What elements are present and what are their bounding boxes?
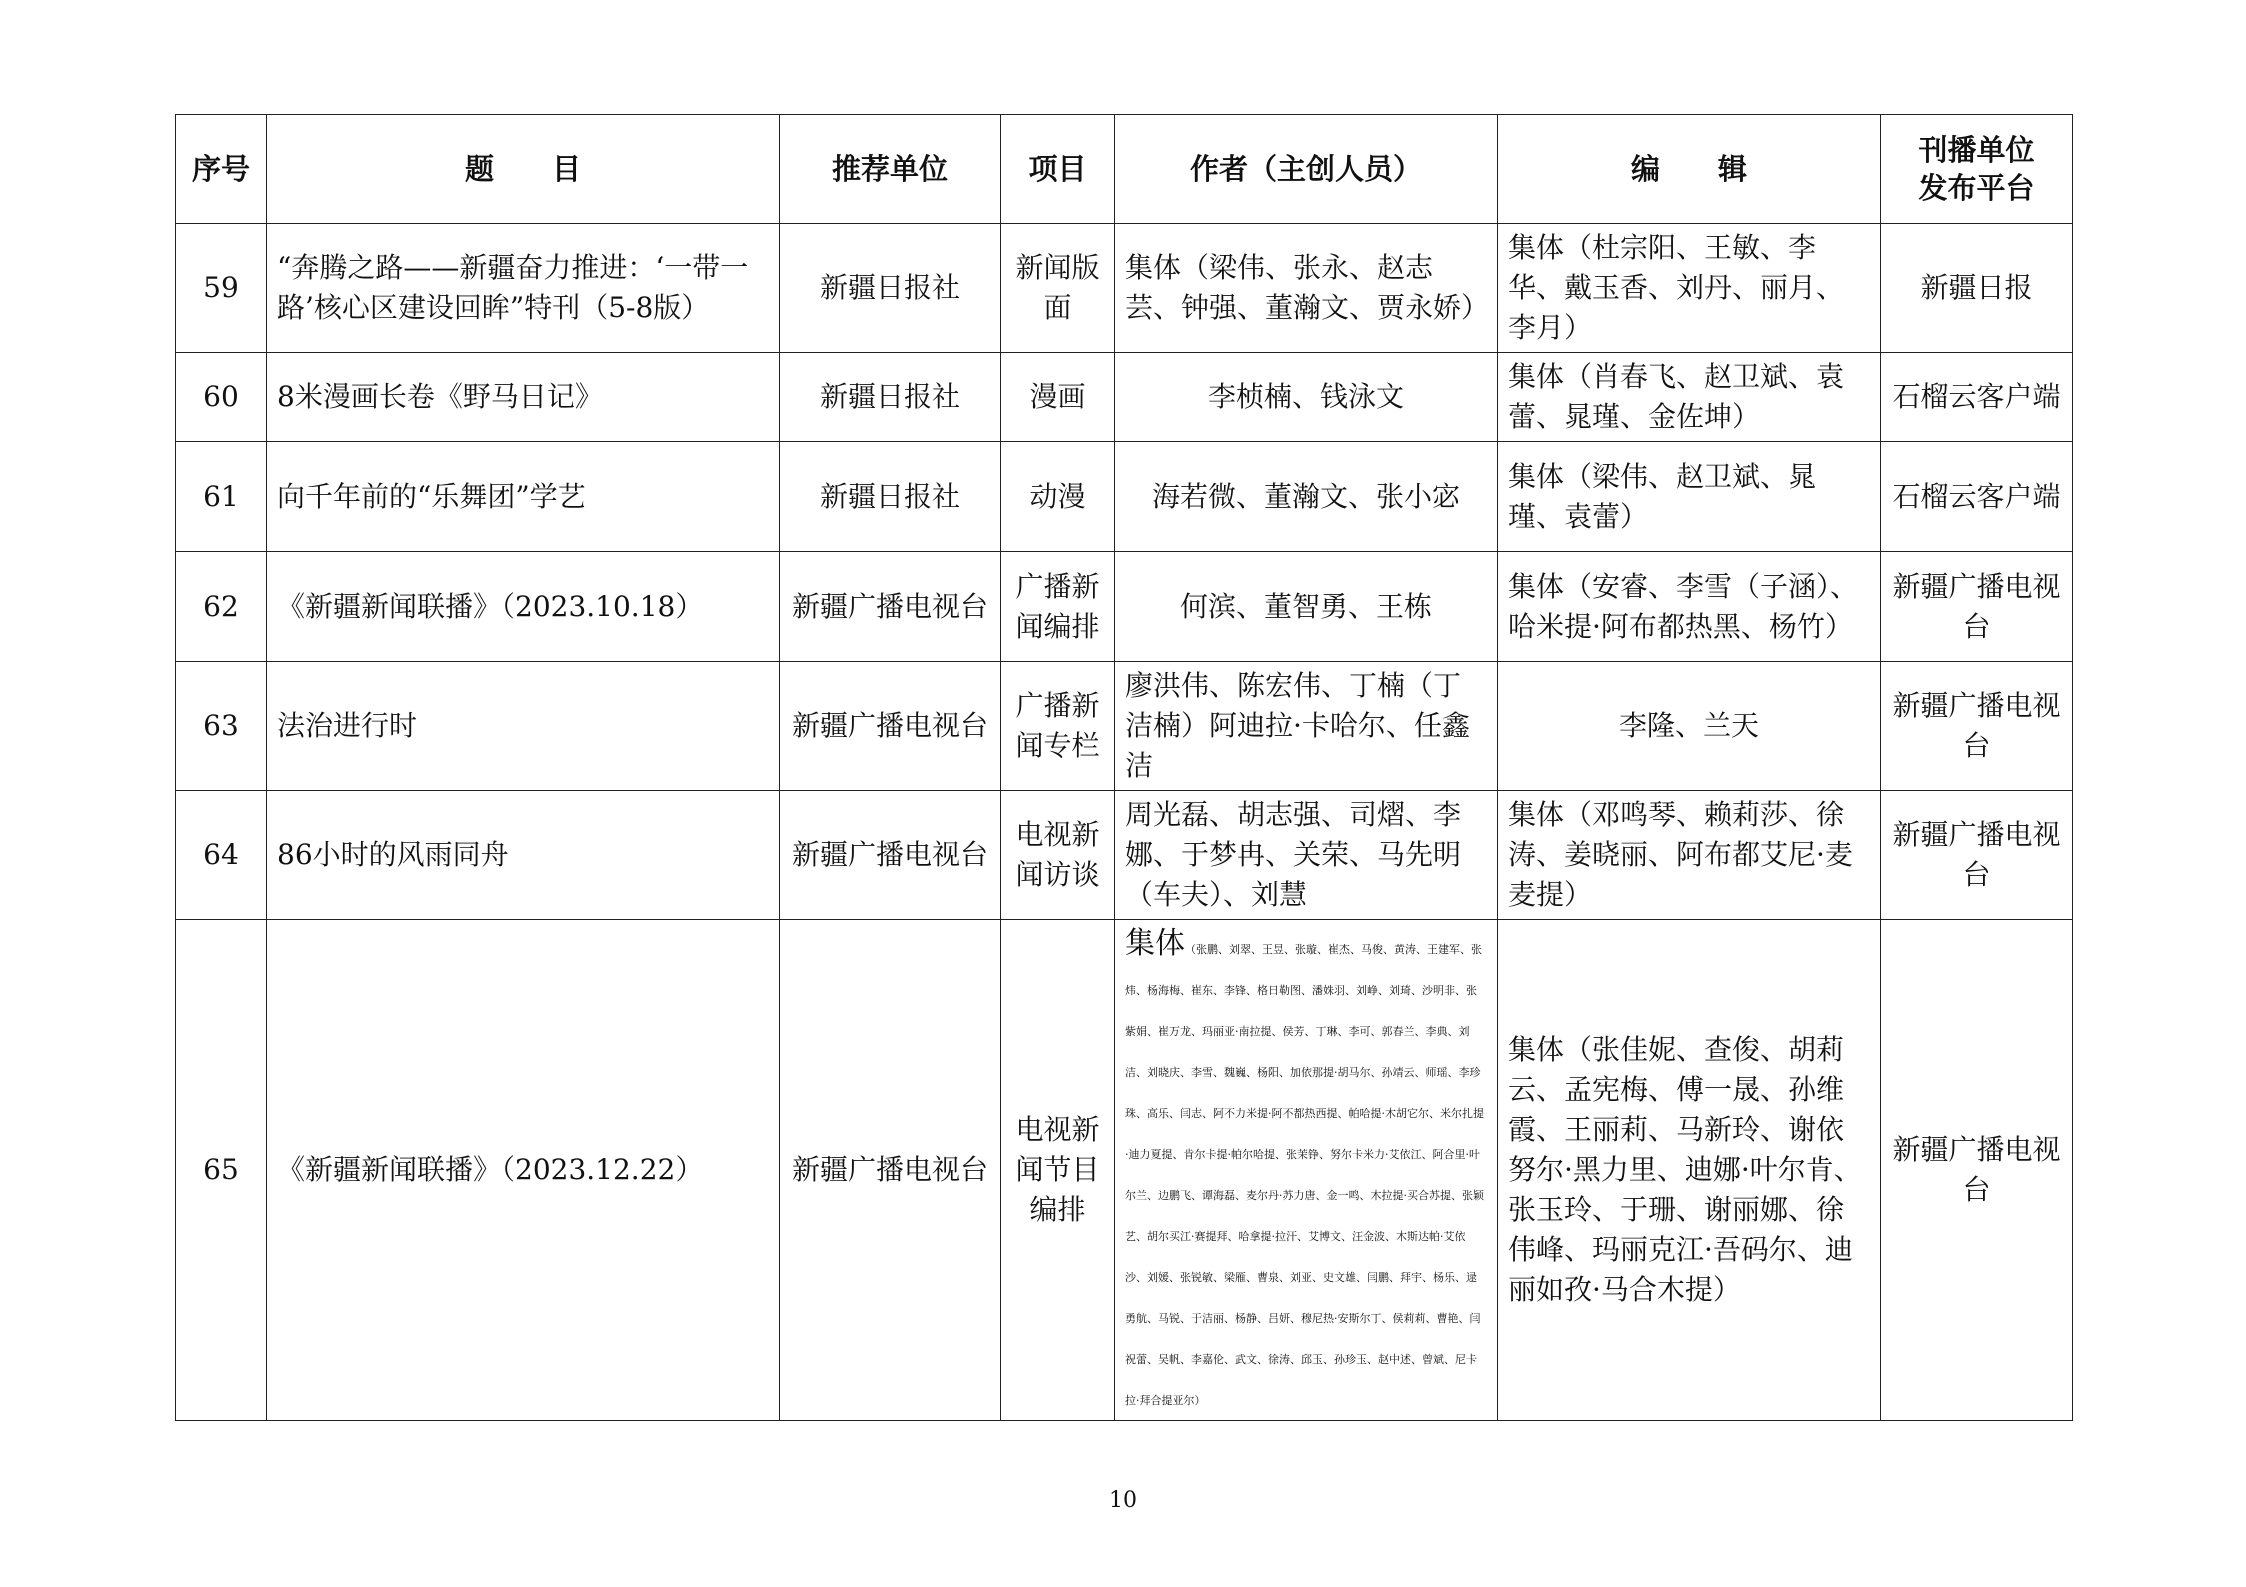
row-author	[1115, 920, 1498, 1421]
row-item: 漫画	[1001, 353, 1115, 442]
row-platform: 石榴云客户端	[1881, 353, 2073, 442]
row-author: 何滨、董智勇、王栋	[1115, 552, 1498, 662]
row-no: 64	[176, 791, 267, 920]
table-row	[176, 920, 2073, 1421]
row-item: 电视新闻节目编排	[1001, 920, 1115, 1421]
row-unit: 新疆广播电视台	[780, 791, 1001, 920]
row-editor: 集体（肖春飞、赵卫斌、袁蕾、晁瑾、金佐坤）	[1498, 353, 1881, 442]
row-unit: 新疆广播电视台	[780, 552, 1001, 662]
row-author: 李桢楠、钱泳文	[1115, 353, 1498, 442]
row-no: 61	[176, 442, 267, 552]
author-collective-label: 集体	[1125, 926, 1185, 961]
row-title: 向千年前的“乐舞团”学艺	[267, 442, 780, 552]
row-item: 电视新闻访谈	[1001, 791, 1115, 920]
row-title: 8米漫画长卷《野马日记》	[267, 353, 780, 442]
row-platform: 新疆广播电视台	[1881, 552, 2073, 662]
header-item: 项目	[1001, 115, 1115, 224]
header-editor: 编 辑	[1498, 115, 1881, 224]
row-no: 62	[176, 552, 267, 662]
row-author: 廖洪伟、陈宏伟、丁楠（丁洁楠）阿迪拉·卡哈尔、任鑫洁	[1115, 662, 1498, 791]
header-platform: 刊播单位 发布平台	[1881, 115, 2073, 224]
row-platform: 新疆广播电视台	[1881, 920, 2073, 1421]
row-title: “奔腾之路——新疆奋力推进：‘一带一路’核心区建设回眸”特刊（5-8版）	[267, 224, 780, 353]
header-no: 序号	[176, 115, 267, 224]
page-number: 10	[1109, 1488, 1137, 1513]
header-unit: 推荐单位	[780, 115, 1001, 224]
row-unit: 新疆日报社	[780, 224, 1001, 353]
row-no: 60	[176, 353, 267, 442]
row-platform: 新疆广播电视台	[1881, 791, 2073, 920]
row-unit: 新疆日报社	[780, 353, 1001, 442]
row-title: 法治进行时	[267, 662, 780, 791]
author-name-list: （张鹏、刘翠、王昱、张璇、崔杰、马俊、黄涛、王建军、张炜、杨海梅、崔东、李锋、格日勒图、潘姝羽、刘峥、刘琦、沙明非、张紫娟、崔万龙、玛丽亚·南拉提、侯芳、丁琳、李可、郭春兰、李典、刘洁、刘晓庆、李雪、魏巍、杨阳、加依那提·胡马尔、孙靖云、师瑶、李珍珠、高乐、闫志、阿不力米提·阿不都热西提、帕哈提·木胡它尔、米尔扎提·迪力夏提、肯尔卡提·帕尔哈提、张茉铮、努尔卡米力·艾依江、阿合里·叶尔兰、边鹏飞、谭海磊、麦尔丹·苏力唐、金一鸣、木拉提·买合苏提、张颖艺、胡尔买江·赛提拜、哈拿提·拉汗、艾博文、汪金波、木斯达帕·艾依沙、刘媛、张锐敏、梁雁、曹泉、刘亚、史文雄、闫鹏、拜宇、杨乐、逯勇航、马锐、于洁丽、杨静、吕妍、穆尼热·安斯尔丁、侯莉莉、曹艳、闫祝蕾、吴帆、李嘉伦、武文、徐涛、邱玉、孙珍玉、赵中述、曾斌、尼卡拉·拜合提亚尔）	[1125, 943, 1484, 1407]
row-title: 86小时的风雨同舟	[267, 791, 780, 920]
table-header-row	[176, 115, 2073, 224]
row-item: 动漫	[1001, 442, 1115, 552]
row-unit: 新疆广播电视台	[780, 662, 1001, 791]
row-editor: 集体（安睿、李雪（子涵）、哈米提·阿布都热黑、杨竹）	[1498, 552, 1881, 662]
row-unit: 新疆日报社	[780, 442, 1001, 552]
table-row	[176, 662, 2073, 791]
header-title: 题 目	[267, 115, 780, 224]
award-list-table	[175, 114, 2073, 1421]
table-row	[176, 552, 2073, 662]
row-no: 65	[176, 920, 267, 1421]
row-editor: 集体（邓鸣琴、赖莉莎、徐涛、姜晓丽、阿布都艾尼·麦麦提）	[1498, 791, 1881, 920]
row-item: 新闻版面	[1001, 224, 1115, 353]
row-no: 63	[176, 662, 267, 791]
row-author: 周光磊、胡志强、司熠、李娜、于梦冉、关荣、马先明（车夫）、刘慧	[1115, 791, 1498, 920]
row-no: 59	[176, 224, 267, 353]
row-unit: 新疆广播电视台	[780, 920, 1001, 1421]
row-author: 海若微、董瀚文、张小宓	[1115, 442, 1498, 552]
row-platform: 石榴云客户端	[1881, 442, 2073, 552]
row-editor: 集体（张佳妮、查俊、胡莉云、孟宪梅、傅一晟、孙维霞、王丽莉、马新玲、谢依努尔·黑力里、迪娜·叶尔肯、张玉玲、于珊、谢丽娜、徐伟峰、玛丽克江·吾码尔、迪丽如孜·马合木提）	[1498, 920, 1881, 1421]
table-row	[176, 442, 2073, 552]
header-author: 作者（主创人员）	[1115, 115, 1498, 224]
row-item: 广播新闻专栏	[1001, 662, 1115, 791]
row-platform: 新疆日报	[1881, 224, 2073, 353]
row-author: 集体（梁伟、张永、赵志芸、钟强、董瀚文、贾永娇）	[1115, 224, 1498, 353]
table-row	[176, 224, 2073, 353]
row-title: 《新疆新闻联播》（2023.12.22）	[267, 920, 780, 1421]
row-editor: 李隆、兰天	[1498, 662, 1881, 791]
row-title: 《新疆新闻联播》（2023.10.18）	[267, 552, 780, 662]
row-platform: 新疆广播电视台	[1881, 662, 2073, 791]
row-item: 广播新闻编排	[1001, 552, 1115, 662]
row-editor: 集体（杜宗阳、王敏、李华、戴玉香、刘丹、丽月、李月）	[1498, 224, 1881, 353]
table-row	[176, 791, 2073, 920]
row-editor: 集体（梁伟、赵卫斌、晁瑾、袁蕾）	[1498, 442, 1881, 552]
table-row	[176, 353, 2073, 442]
